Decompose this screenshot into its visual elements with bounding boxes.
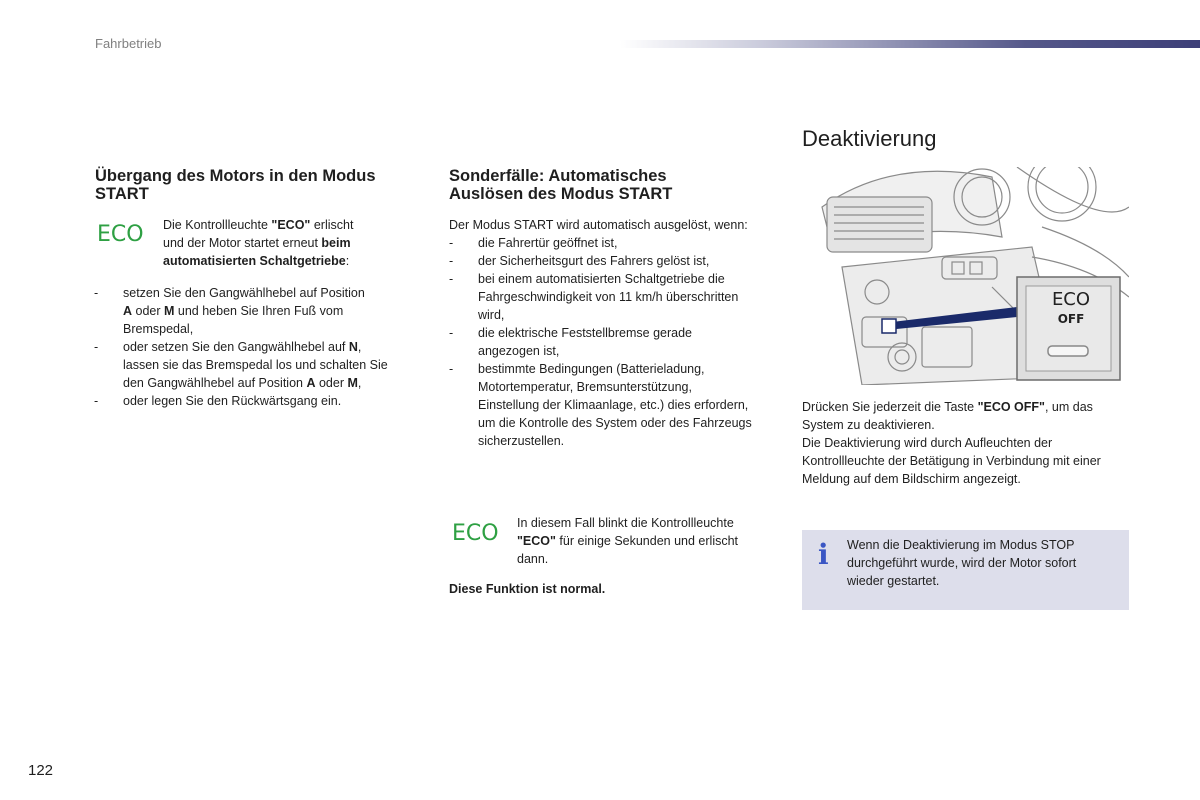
- list-item: - oder legen Sie den Rückwärtsgang ein.: [94, 392, 424, 410]
- col2-note: In diesem Fall blinkt die Kontrollleuchte "ECO" für einige Sekunden und erlischt dann.: [517, 516, 739, 566]
- info-text: Wenn die Deaktivierung im Modus STOP durchgeführt wurde, wird der Motor sofort wieder gestartet.: [847, 538, 1077, 588]
- list-item: - bei einem automatisierten Schaltgetriebe die Fahrgeschwindigkeit von 11 km/h überschritten wird,: [449, 270, 779, 324]
- list-item: - die Fahrertür geöffnet ist,: [449, 234, 779, 252]
- col3-body: Drücken Sie jederzeit die Taste "ECO OFF", um das System zu deaktivieren. Die Deaktivierung wird durch Aufleuchten der Kontrollleuchte der Betätigung in Verbindung mit einer Meldung auf dem Bildschirm angezeigt.: [802, 400, 1101, 486]
- list-item: - der Sicherheitsgurt des Fahrers gelöst ist,: [449, 252, 779, 270]
- col3-title: Deaktivierung: [802, 126, 937, 151]
- eco-indicator-icon: ECO: [97, 222, 144, 247]
- eco-off-button-label-eco: ECO: [1051, 289, 1091, 310]
- header-gradient-bar: [620, 40, 1200, 48]
- info-box: [802, 530, 1129, 610]
- list-item: - oder setzen Sie den Gangwählhebel auf N, lassen sie das Bremspedal los und schalten Sie den Gangwählhebel auf Position A oder M,: [94, 338, 424, 392]
- col1-title: [95, 167, 425, 203]
- eco-indicator-icon: ECO: [452, 521, 499, 546]
- info-icon: i: [818, 538, 829, 571]
- col2-intro: Der Modus START wird automatisch ausgelöst, wenn:: [449, 218, 748, 232]
- col1-intro: Die Kontrollleuchte "ECO" erlischt und der Motor startet erneut beim automatisierten Schaltgetriebe:: [163, 218, 354, 268]
- dashboard-drawing: [802, 167, 1129, 385]
- col2-normal-note: Diese Funktion ist normal.: [449, 582, 606, 596]
- section-label: Fahrbetrieb: [95, 36, 162, 51]
- col1-list: [94, 284, 424, 410]
- col1-title-line2: START: [95, 185, 149, 203]
- list-item: - setzen Sie den Gangwählhebel auf Position A oder M und heben Sie Ihren Fuß vom Bremspedal,: [94, 284, 424, 338]
- list-item: - bestimmte Bedingungen (Batterieladung, Motortemperatur, Bremsunterstützung, Einstellung der Klimaanlage, etc.) dies erfordern, um die Kontrolle des System oder des Fahrzeugs sicherzustellen.: [449, 360, 779, 450]
- page-number: 122: [28, 762, 54, 779]
- col2-title: [449, 167, 779, 203]
- col2-title-line1: Sonderfälle: Automatisches: [449, 167, 667, 185]
- col2-list: [449, 234, 779, 450]
- dashboard-illustration: [802, 167, 1129, 385]
- eco-off-button-label-off: OFF: [1057, 312, 1085, 326]
- col1-title-line1: Übergang des Motors in den Modus: [95, 167, 376, 185]
- list-item: - die elektrische Feststellbremse gerade angezogen ist,: [449, 324, 779, 360]
- col2-title-line2: Auslösen des Modus START: [449, 185, 673, 203]
